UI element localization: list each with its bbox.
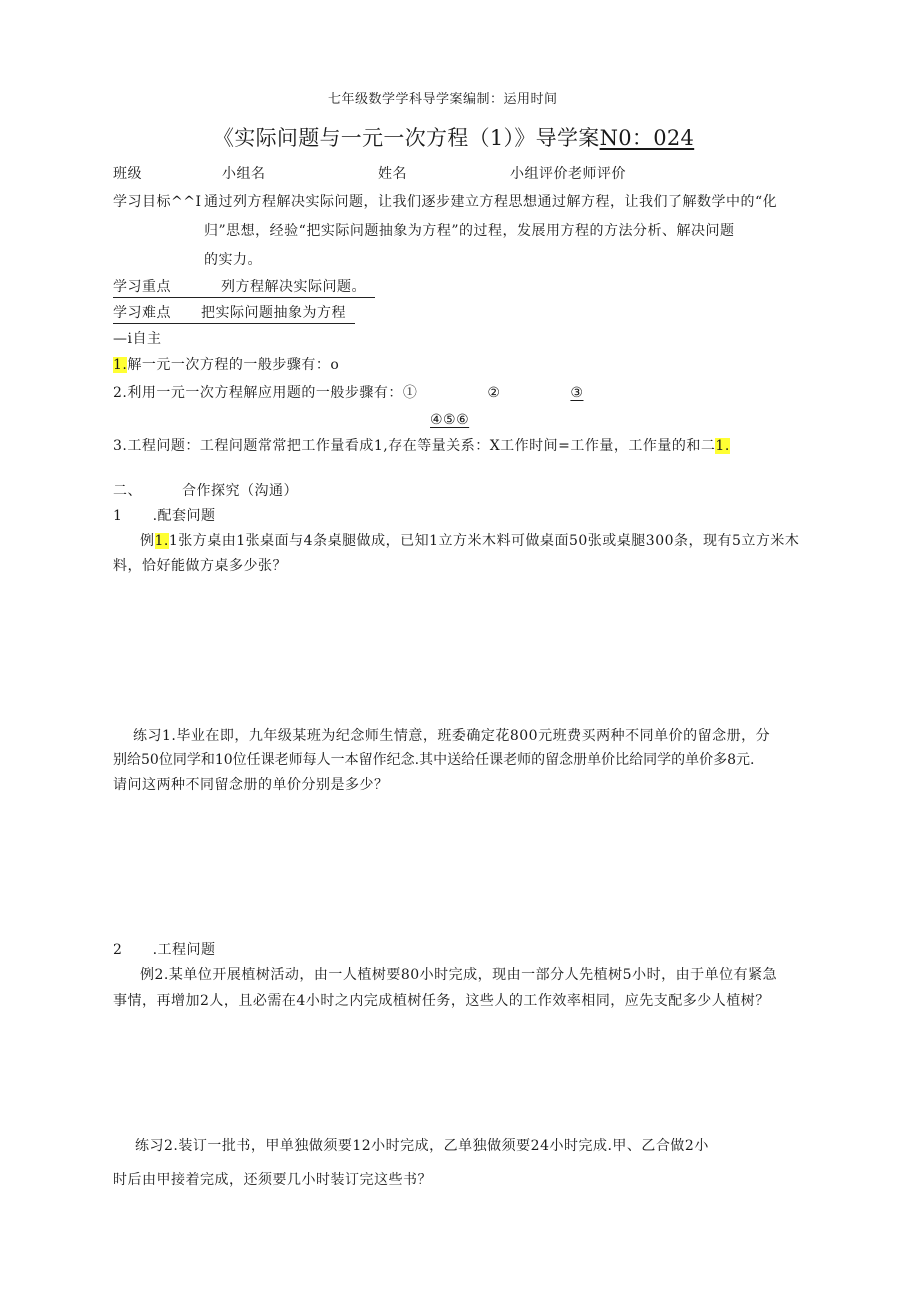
objectives-line-1: 通过列方程解决实际问题，让我们逐步建立方程思想通过解方程，让我们了解数学中的“化 bbox=[204, 194, 778, 210]
section-1-heading: 1 .配套问题 bbox=[113, 508, 216, 524]
teacher-eval-label: 老师评价 bbox=[568, 166, 626, 182]
example-1-line-1 bbox=[140, 531, 799, 551]
practice-2-line-1: 练习2.装订一批书，甲单独做须要12小时完成，乙单独做须要24小时完成.甲、乙合做2小 bbox=[135, 1138, 709, 1154]
objectives-line-2: 归”思想，经验“把实际问题抽象为方程”的过程，发展用方程的方法分析、解决问题 bbox=[204, 223, 735, 239]
objectives-line-3: 的实力。 bbox=[204, 252, 262, 268]
practice-2-line-2: 时后由甲接着完成，还须要几小时装订完这些书？ bbox=[113, 1172, 432, 1188]
difficulty-text: 把实际问题抽象为方程 bbox=[201, 305, 346, 321]
group-eval-field bbox=[510, 164, 626, 184]
q1-number: 1. bbox=[113, 357, 128, 373]
self-study-q3 bbox=[113, 436, 730, 456]
q2-step-3: ③ bbox=[570, 385, 584, 401]
example-1-line-2: 料，恰好能做方桌多少张？ bbox=[113, 558, 287, 574]
self-study-q2 bbox=[113, 383, 583, 403]
q3-answer-mark: 1. bbox=[715, 438, 730, 454]
cooperation-heading bbox=[113, 481, 298, 501]
example-1-number: 1. bbox=[154, 533, 169, 549]
group-eval-label: 小组评价 bbox=[510, 166, 568, 182]
key-point-text: 列方程解决实际问题。 bbox=[221, 279, 366, 295]
q2-steps-456: ④⑤⑥ bbox=[430, 412, 470, 428]
practice-1-line-2: 别给50位同学和10位任课老师每人一本留作纪念.其中送给任课老师的留念册单价比给同学的单价多8元. bbox=[113, 752, 755, 768]
objectives-label: 学习目标^^I bbox=[113, 194, 202, 210]
q1-text: 解一元一次方程的一般步骤有：o bbox=[127, 357, 340, 373]
difficulty bbox=[113, 303, 355, 324]
section-2-heading: 2 .工程问题 bbox=[113, 942, 216, 958]
example-2-line-1: 例2.某单位开展植树活动，由一人植树要80小时完成，现由一部分人先植树5小时，由于单位有紧急 bbox=[140, 967, 778, 983]
document-number: N0：024 bbox=[599, 126, 695, 150]
key-point-label: 学习重点 bbox=[113, 279, 171, 295]
q2-text: 2.利用一元一次方程解应用题的一般步骤有：① bbox=[113, 385, 418, 401]
group-field: 小组名 bbox=[222, 166, 266, 182]
cooperation-number: 二、 bbox=[113, 483, 142, 499]
example-1-text: 1张方桌由1张桌面与4条桌腿做成，已知1立方米木料可做桌面50张或桌腿300条，现有5立方米木 bbox=[168, 533, 800, 549]
difficulty-label: 学习难点 bbox=[113, 305, 171, 321]
practice-1-line-1: 练习1.毕业在即，九年级某班为纪念师生情意，班委确定花800元班费买两种不同单价的留念册，分 bbox=[133, 728, 771, 744]
practice-1-line-3: 请问这两种不同留念册的单价分别是多少？ bbox=[113, 777, 389, 793]
page-title bbox=[213, 124, 694, 152]
q3-text: 3.工程问题：工程问题常常把工作量看成1,存在等量关系：X工作时间=工作量，工作量的和二 bbox=[113, 438, 716, 454]
self-study-heading: —i自主 bbox=[113, 331, 162, 347]
cooperation-title: 合作探究（沟通） bbox=[182, 483, 298, 499]
key-point bbox=[113, 277, 375, 298]
class-field: 班级 bbox=[113, 166, 142, 182]
document-header: 七年级数学学科导学案编制：运用时间 bbox=[328, 92, 558, 107]
example-1-prefix: 例 bbox=[140, 533, 155, 549]
title-main: 《实际问题与一元一次方程（1）》导学案 bbox=[213, 126, 600, 150]
self-study-q1 bbox=[113, 355, 339, 375]
name-field: 姓名 bbox=[378, 166, 407, 182]
example-2-line-2: 事情，再增加2人，且必需在4小时之内完成植树任务，这些人的工作效率相同，应先支配多少人植树？ bbox=[113, 993, 770, 1009]
q2-step-2: ② bbox=[487, 385, 501, 401]
